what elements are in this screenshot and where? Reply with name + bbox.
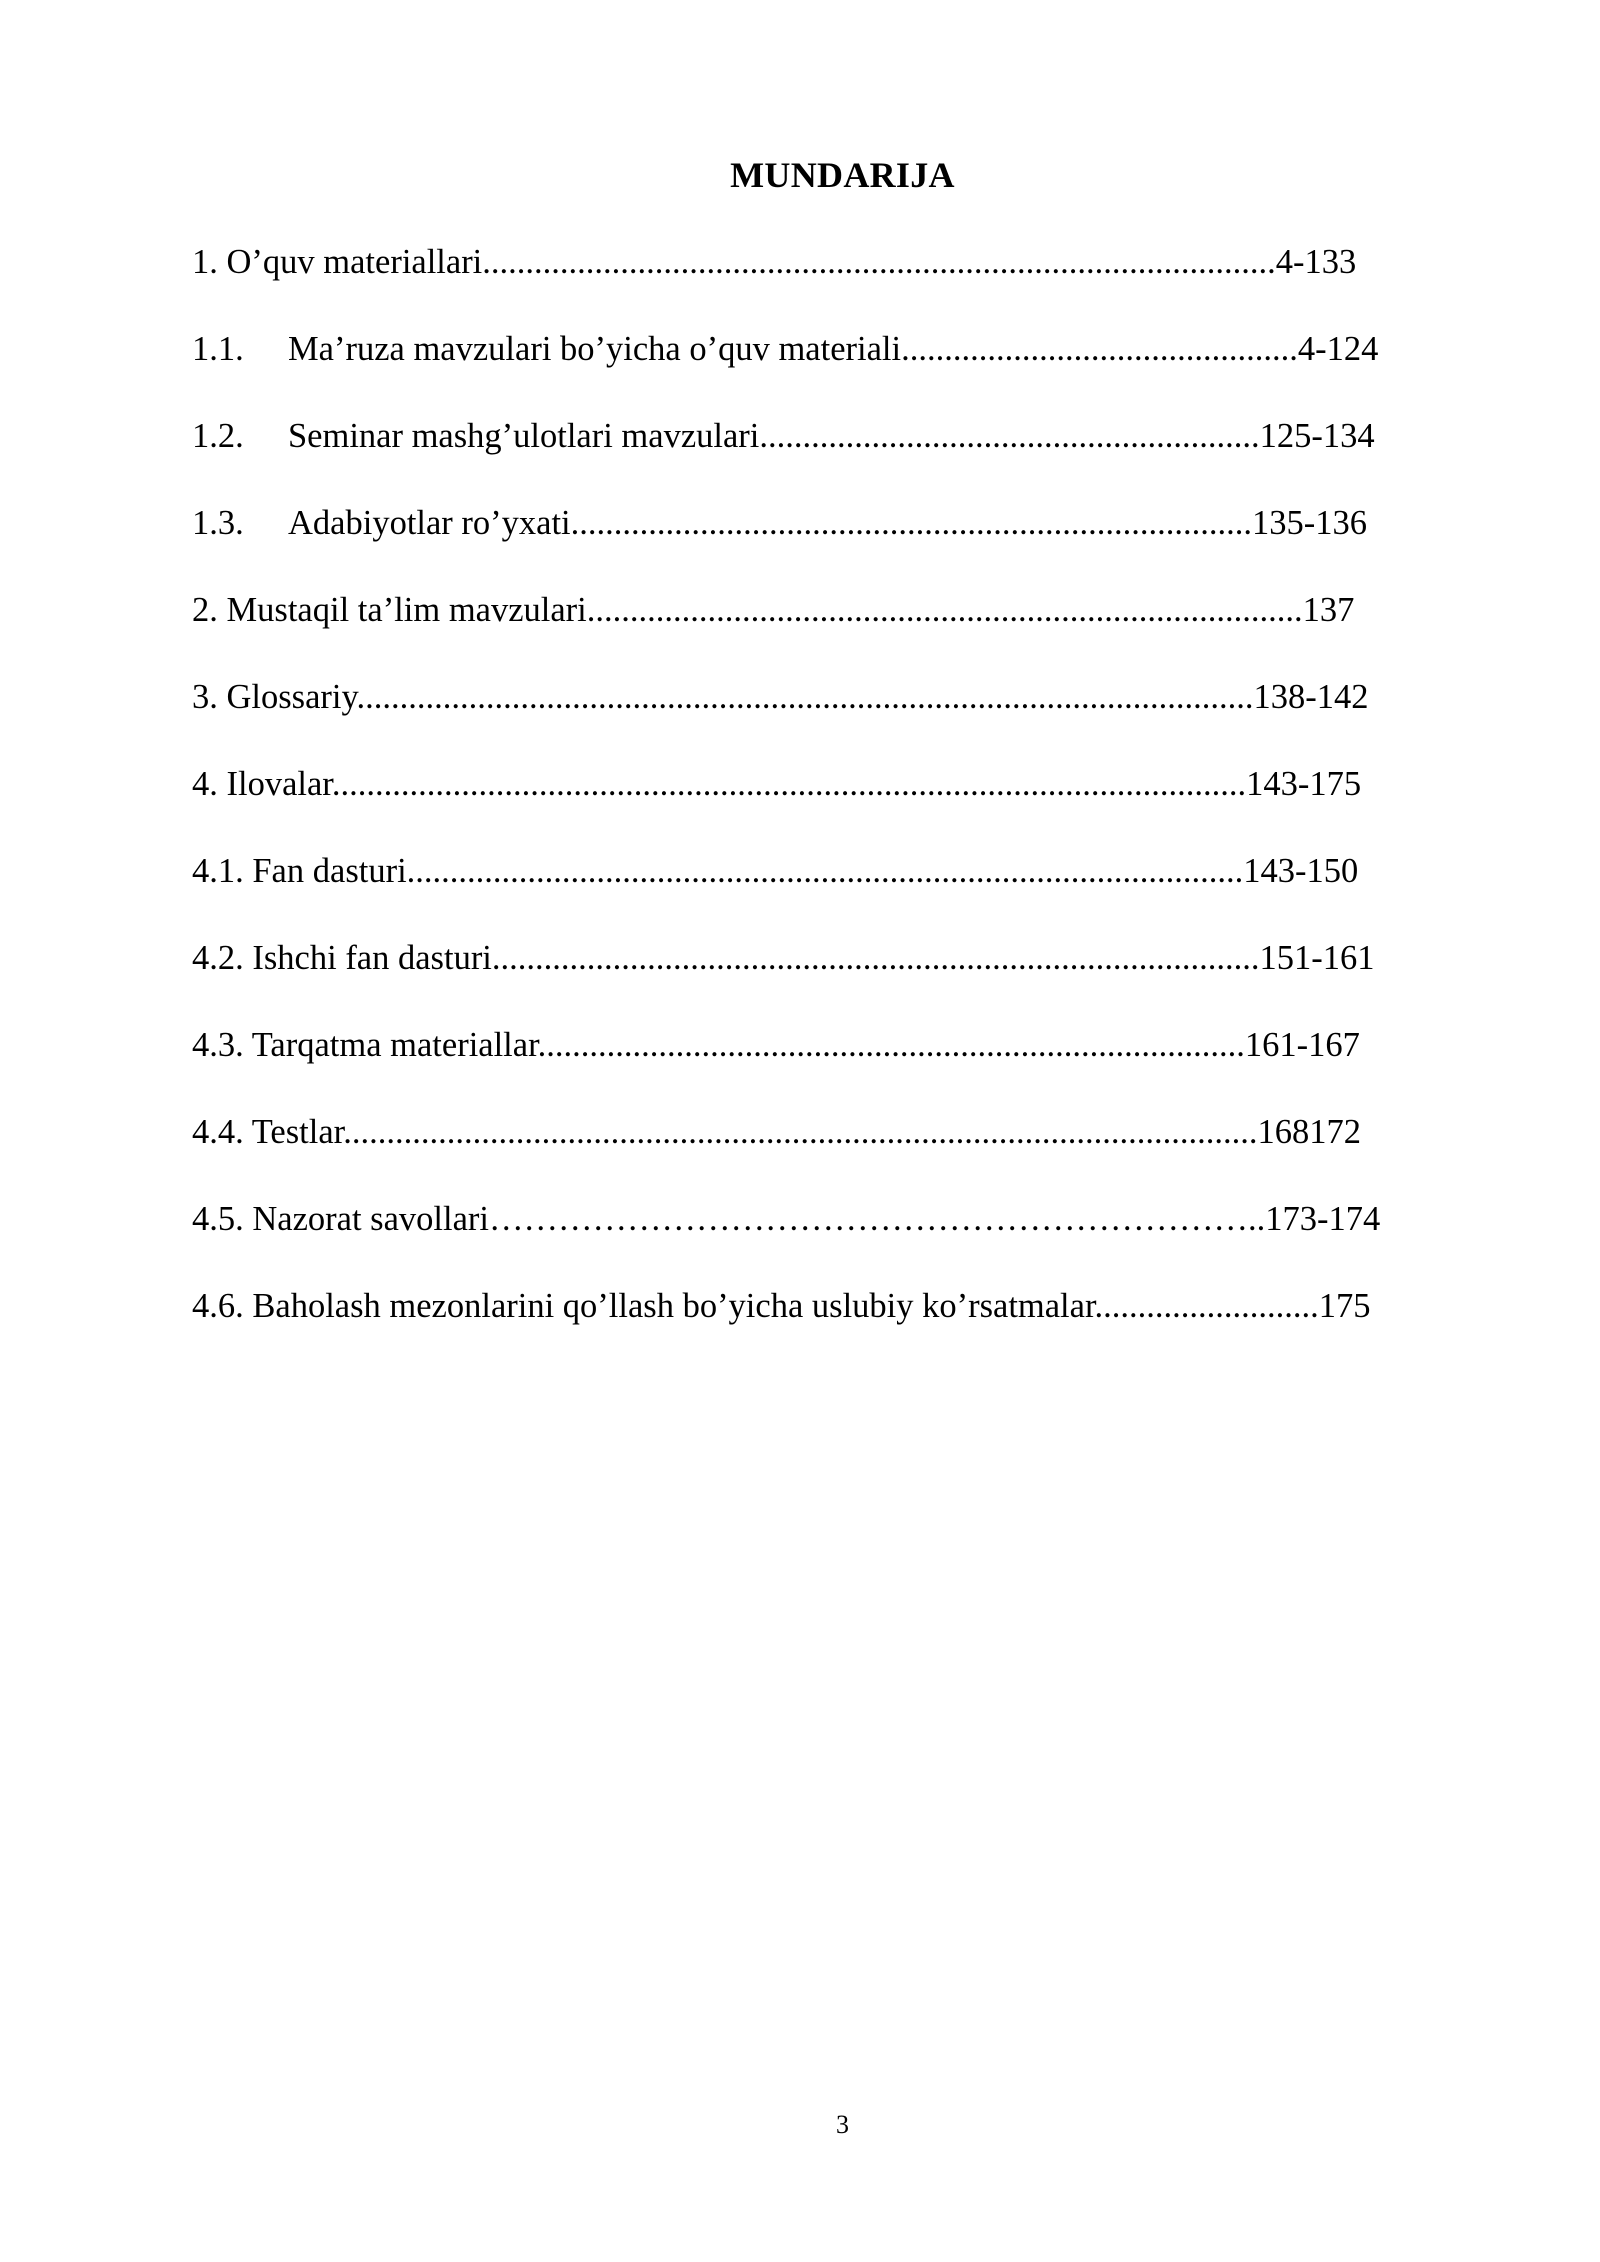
toc-entry-pages: 175 bbox=[1318, 1287, 1371, 1325]
toc-leader-dots: .......................... bbox=[1094, 1287, 1319, 1325]
toc-entry-label: Ma’ruza mavzulari bo’yicha o’quv materiali bbox=[288, 330, 902, 368]
toc-entry-pages: 151-161 bbox=[1259, 939, 1375, 977]
toc-entry-2[interactable] bbox=[192, 588, 1380, 675]
toc-entry-3[interactable] bbox=[192, 675, 1380, 762]
toc-entry-number: 4.4. bbox=[192, 1113, 244, 1151]
toc-entry-label: Mustaqil ta’lim mavzulari bbox=[226, 591, 587, 629]
toc-entry-number: 1.1. bbox=[192, 330, 244, 368]
toc-entry-4-2[interactable] bbox=[192, 936, 1380, 1023]
toc-entry-number: 4.1. bbox=[192, 852, 244, 890]
toc-entry-pages: 138-142 bbox=[1253, 678, 1369, 716]
toc-entry-number: 4.5. bbox=[192, 1200, 244, 1238]
toc-entry-label: Nazorat savollari bbox=[252, 1200, 489, 1238]
toc-entry-number: 4.6. bbox=[192, 1287, 244, 1325]
toc-entry-1-2[interactable] bbox=[192, 414, 1380, 501]
toc-leader-dots: .......................................................................................................... bbox=[343, 1113, 1258, 1151]
toc-entry-label: Adabiyotlar ro’yxati bbox=[288, 504, 571, 542]
toc-entry-4-3[interactable] bbox=[192, 1023, 1380, 1110]
toc-entry-pages: 173-174 bbox=[1265, 1200, 1381, 1238]
toc-entry-label: Fan dasturi bbox=[252, 852, 407, 890]
toc-entry-label: Ilovalar bbox=[226, 765, 332, 803]
toc-entry-number: 4.2. bbox=[192, 939, 244, 977]
toc-entry-label: Testlar bbox=[251, 1113, 344, 1151]
toc-leader-dots: ......................................................................................... bbox=[491, 939, 1260, 977]
toc-entry-4-6[interactable] bbox=[192, 1284, 1380, 1371]
toc-entry-label: Glossariy bbox=[226, 678, 357, 716]
toc-entry-number: 1. bbox=[192, 243, 218, 281]
toc-title: MUNDARIJA bbox=[730, 155, 955, 195]
toc-entry-pages: 168172 bbox=[1257, 1113, 1361, 1151]
toc-entry-number: 2. bbox=[192, 591, 218, 629]
toc-entry-4[interactable] bbox=[192, 762, 1380, 849]
page-number: 3 bbox=[836, 2110, 849, 2139]
toc-entry-4-4[interactable] bbox=[192, 1110, 1380, 1197]
toc-entry-1-3[interactable] bbox=[192, 501, 1380, 588]
toc-leader-dots: .................................................................................. bbox=[537, 1026, 1245, 1064]
toc-leader-dots: ………………………………………………………….. bbox=[488, 1200, 1266, 1238]
toc-leader-dots: ........................................................................................................ bbox=[356, 678, 1254, 716]
toc-entry-pages: 143-175 bbox=[1246, 765, 1362, 803]
toc-leader-dots: .......................................................................................................... bbox=[331, 765, 1247, 803]
toc-leader-dots: .......................................................... bbox=[759, 417, 1260, 455]
toc-entry-number: 4. bbox=[192, 765, 218, 803]
table-of-contents bbox=[192, 240, 1380, 1371]
toc-entry-4-5[interactable] bbox=[192, 1197, 1380, 1284]
toc-entry-pages: 135-136 bbox=[1252, 504, 1367, 542]
toc-entry-1-1[interactable] bbox=[192, 327, 1380, 414]
toc-entry-number: 1.2. bbox=[192, 417, 244, 455]
toc-entry-label: O’quv materiallari bbox=[226, 243, 483, 281]
toc-leader-dots: ................................................................................................. bbox=[406, 852, 1244, 890]
toc-entry-pages: 161-167 bbox=[1244, 1026, 1360, 1064]
toc-entry-label: Baholash mezonlarini qo’llash bo’yicha uslubiy ko’rsatmalar bbox=[252, 1287, 1095, 1325]
toc-leader-dots: .............................................. bbox=[901, 330, 1298, 368]
toc-entry-number: 4.3. bbox=[192, 1026, 244, 1064]
toc-entry-pages: 4-133 bbox=[1275, 243, 1357, 281]
toc-entry-number: 3. bbox=[192, 678, 218, 716]
toc-entry-pages: 4-124 bbox=[1297, 330, 1379, 368]
toc-leader-dots: ................................................................................... bbox=[586, 591, 1303, 629]
toc-entry-pages: 137 bbox=[1302, 591, 1355, 629]
toc-entry-label: Seminar mashg’ulotlari mavzulari bbox=[288, 417, 760, 455]
toc-entry-pages: 125-134 bbox=[1259, 417, 1375, 455]
toc-entry-pages: 143-150 bbox=[1243, 852, 1359, 890]
toc-leader-dots: ............................................................................... bbox=[570, 504, 1252, 542]
toc-entry-label: Tarqatma materiallar bbox=[251, 1026, 538, 1064]
toc-entry-label: Ishchi fan dasturi bbox=[252, 939, 492, 977]
toc-entry-number: 1.3. bbox=[192, 504, 244, 542]
toc-entry-4-1[interactable] bbox=[192, 849, 1380, 936]
toc-entry-1[interactable] bbox=[192, 240, 1380, 327]
toc-leader-dots: ............................................................................................ bbox=[482, 243, 1276, 281]
